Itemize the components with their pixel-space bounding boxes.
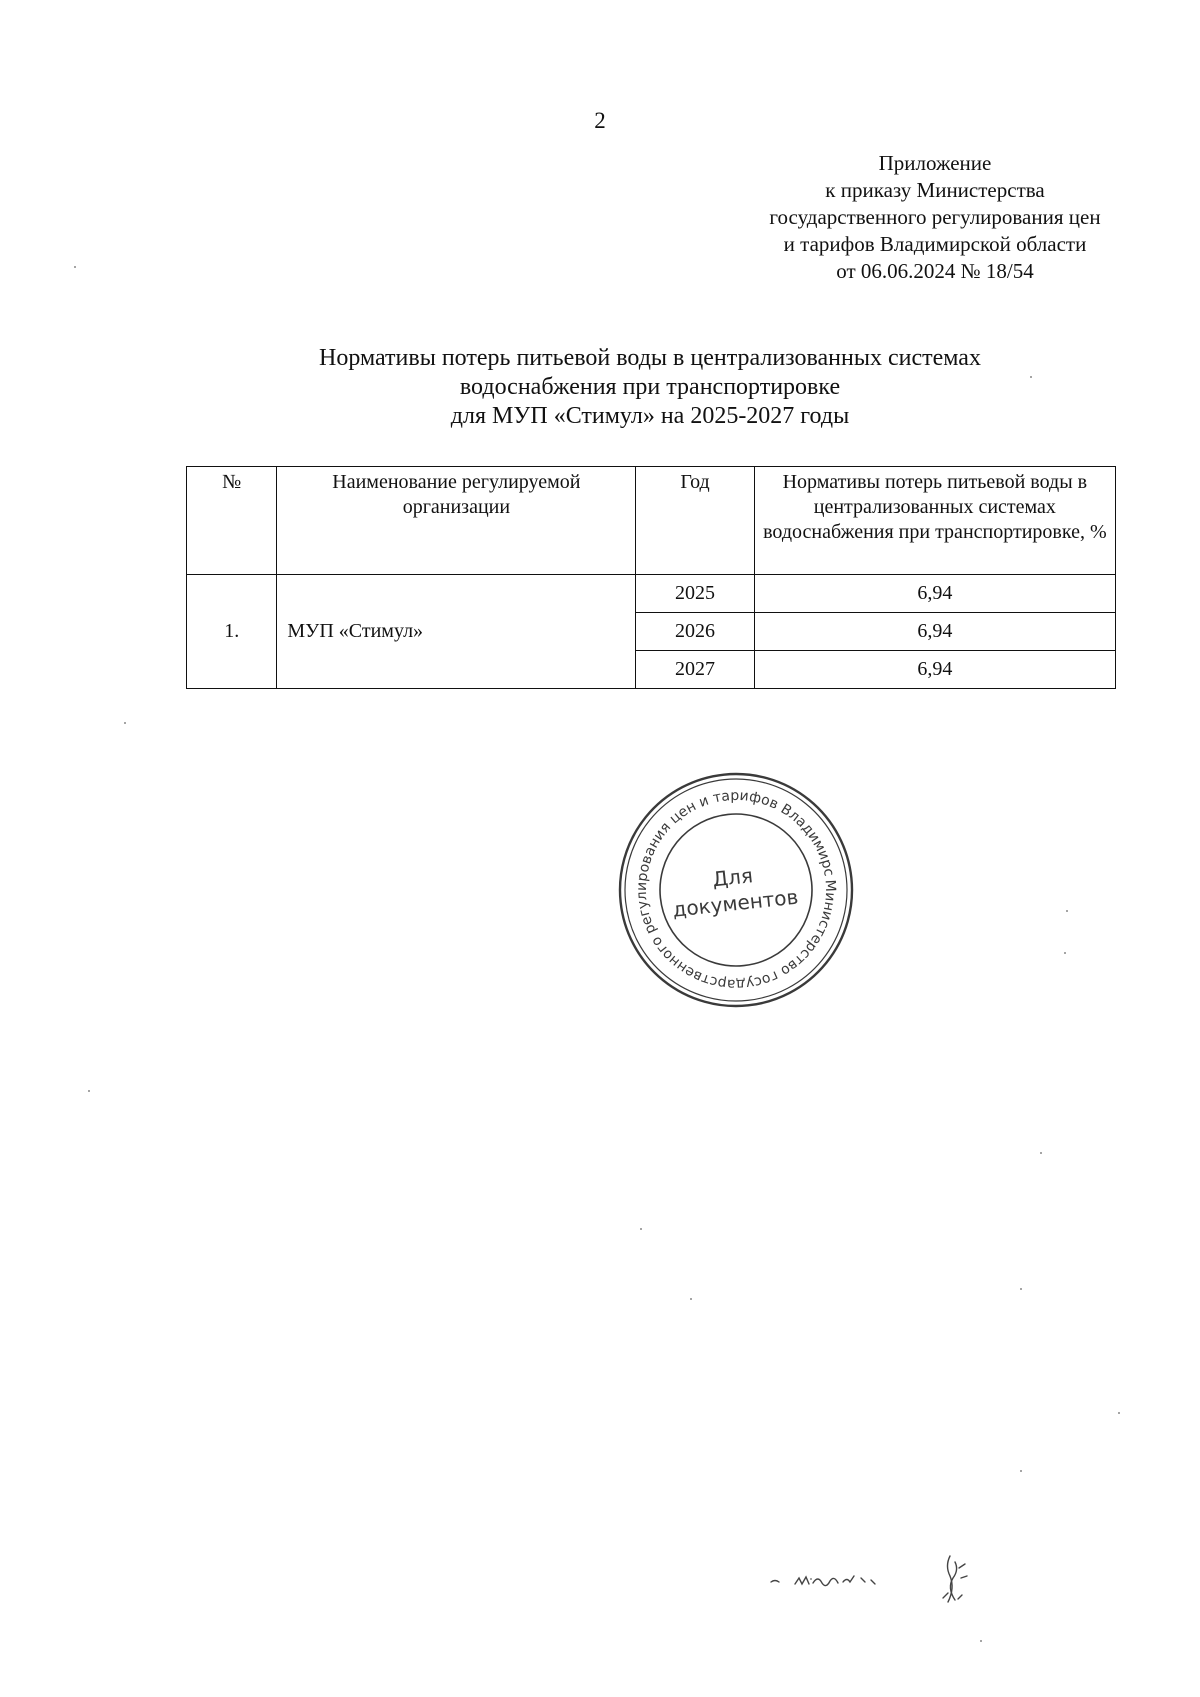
title-line: водоснабжения при транспортировке bbox=[459, 374, 841, 400]
document-title bbox=[200, 344, 1100, 431]
signature-mark bbox=[765, 1548, 1015, 1612]
page-number: 2 bbox=[594, 108, 606, 133]
header-year: Год bbox=[636, 467, 754, 575]
official-stamp bbox=[616, 770, 856, 1010]
row-value: 6,94 bbox=[754, 613, 1115, 651]
stamp-center-line1: Для bbox=[711, 863, 755, 892]
appendix-line: Приложение bbox=[878, 151, 992, 175]
norms-table bbox=[186, 466, 1116, 689]
row-year: 2026 bbox=[636, 613, 754, 651]
table-row bbox=[187, 575, 1116, 613]
row-organization: МУП «Стимул» bbox=[277, 575, 636, 689]
appendix-line: государственного регулирования цен bbox=[769, 205, 1101, 229]
title-line: Нормативы потерь питьевой воды в централизованных системах bbox=[319, 345, 981, 371]
row-value: 6,94 bbox=[754, 575, 1115, 613]
appendix-block bbox=[740, 150, 1130, 285]
header-number: № bbox=[187, 467, 277, 575]
row-year: 2025 bbox=[636, 575, 754, 613]
appendix-line: к приказу Министерства bbox=[825, 178, 1045, 202]
row-year: 2027 bbox=[636, 651, 754, 689]
row-number: 1. bbox=[187, 575, 277, 689]
row-value: 6,94 bbox=[754, 651, 1115, 689]
title-line: для МУП «Стимул» на 2025-2027 годы bbox=[450, 403, 850, 429]
stamp-ring-text: Министерство государственного регулирования цен и тарифов Владимирской bbox=[633, 787, 839, 993]
table-header-row bbox=[187, 467, 1116, 575]
header-norm: Нормативы потерь питьевой воды в централизованных системах водоснабжения при транспортировке, % bbox=[754, 467, 1115, 575]
appendix-line: и тарифов Владимирской области bbox=[783, 232, 1087, 256]
stamp-center-line2: документов bbox=[671, 884, 800, 922]
appendix-line: от 06.06.2024 № 18/54 bbox=[836, 259, 1034, 283]
header-organization: Наименование регулируемой организации bbox=[277, 467, 636, 575]
